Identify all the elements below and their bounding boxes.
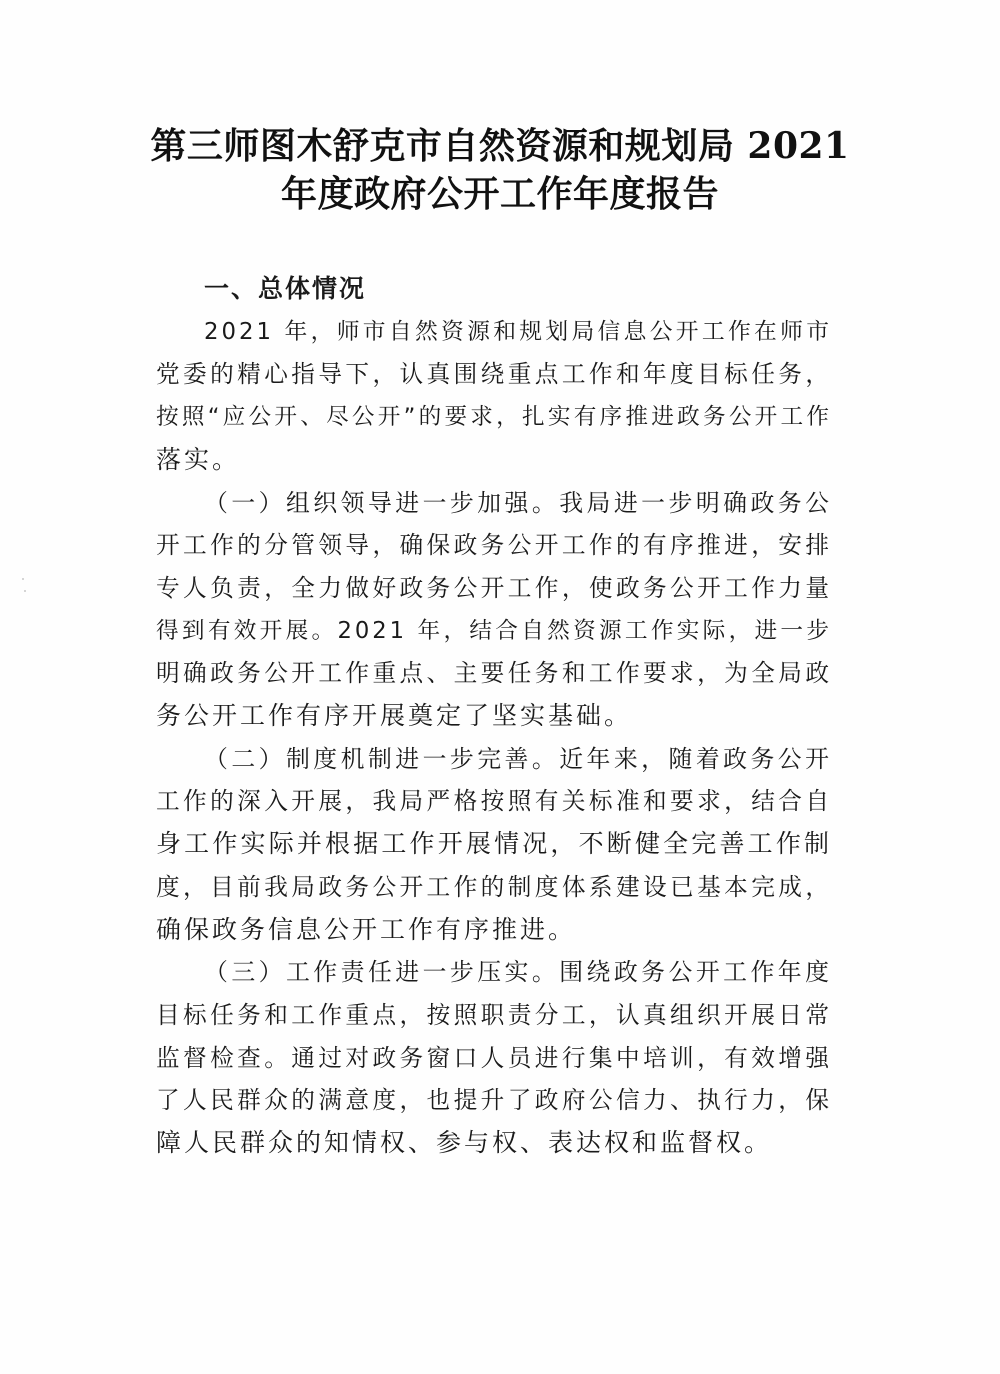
- paragraph-overview: [156, 311, 832, 482]
- paragraph-line: 务公开工作有序开展奠定了坚实基础。: [156, 701, 633, 731]
- title-line-1: 第三师图木舒克市自然资源和规划局 2021: [150, 125, 850, 167]
- paragraph-line: 目标任务和工作重点，按照职责分工，认真组织开展日常: [156, 1000, 832, 1029]
- paragraph-line: 度，目前我局政务公开工作的制度体系建设已基本完成，: [156, 872, 832, 901]
- paragraph-line: 得到有效开展。2021 年，结合自然资源工作实际，进一步: [156, 617, 832, 644]
- paragraph-line: （一）组织领导进一步加强。我局进一步明确政务公: [204, 488, 832, 517]
- paragraph-line: 2021 年，师市自然资源和规划局信息公开工作在师市: [204, 318, 832, 345]
- paragraph-line: 了人民群众的满意度，也提升了政府公信力、执行力，保: [156, 1086, 832, 1115]
- paragraph-line: 确保政务信息公开工作有序推进。: [156, 914, 577, 944]
- paragraph-line: （三）工作责任进一步压实。围绕政务公开工作年度: [204, 958, 832, 987]
- paragraph-line: 身工作实际并根据工作开展情况，不断健全完善工作制: [156, 829, 832, 859]
- paragraph-organization: [156, 482, 832, 738]
- paragraph-line: 障人民群众的知情权、参与权、表达权和监督权。: [156, 1128, 773, 1158]
- scan-speck: [22, 578, 24, 580]
- paragraph-line: 按照“应公开、尽公开”的要求，扎实有序推进政务公开工作: [156, 404, 832, 431]
- paragraph-line: 专人负责，全力做好政务公开工作，使政务公开工作力量: [156, 573, 832, 602]
- scan-speck: [24, 590, 26, 592]
- paragraph-line: 落实。: [156, 444, 241, 474]
- title-line-2: 年度政府公开工作年度报告: [280, 173, 719, 215]
- paragraph-line: 监督检查。通过对政务窗口人员进行集中培训，有效增强: [156, 1043, 832, 1072]
- paragraph-line: 党委的精心指导下，认真围绕重点工作和年度目标任务，: [156, 360, 832, 389]
- document-title: [150, 122, 850, 218]
- paragraph-line: 开工作的分管领导，确保政务公开工作的有序推进，安排: [156, 531, 832, 560]
- paragraph-line: 明确政务公开工作重点、主要任务和工作要求，为全局政: [156, 659, 832, 688]
- document-body: [156, 268, 832, 1165]
- paragraph-responsibility: [156, 951, 832, 1165]
- paragraph-institutions: [156, 738, 832, 952]
- paragraph-line: 工作的深入开展，我局严格按照有关标准和要求，结合自: [156, 787, 832, 816]
- section-heading: 一、总体情况: [204, 274, 367, 303]
- paragraph-line: （二）制度机制进一步完善。近年来，随着政务公开: [204, 744, 832, 773]
